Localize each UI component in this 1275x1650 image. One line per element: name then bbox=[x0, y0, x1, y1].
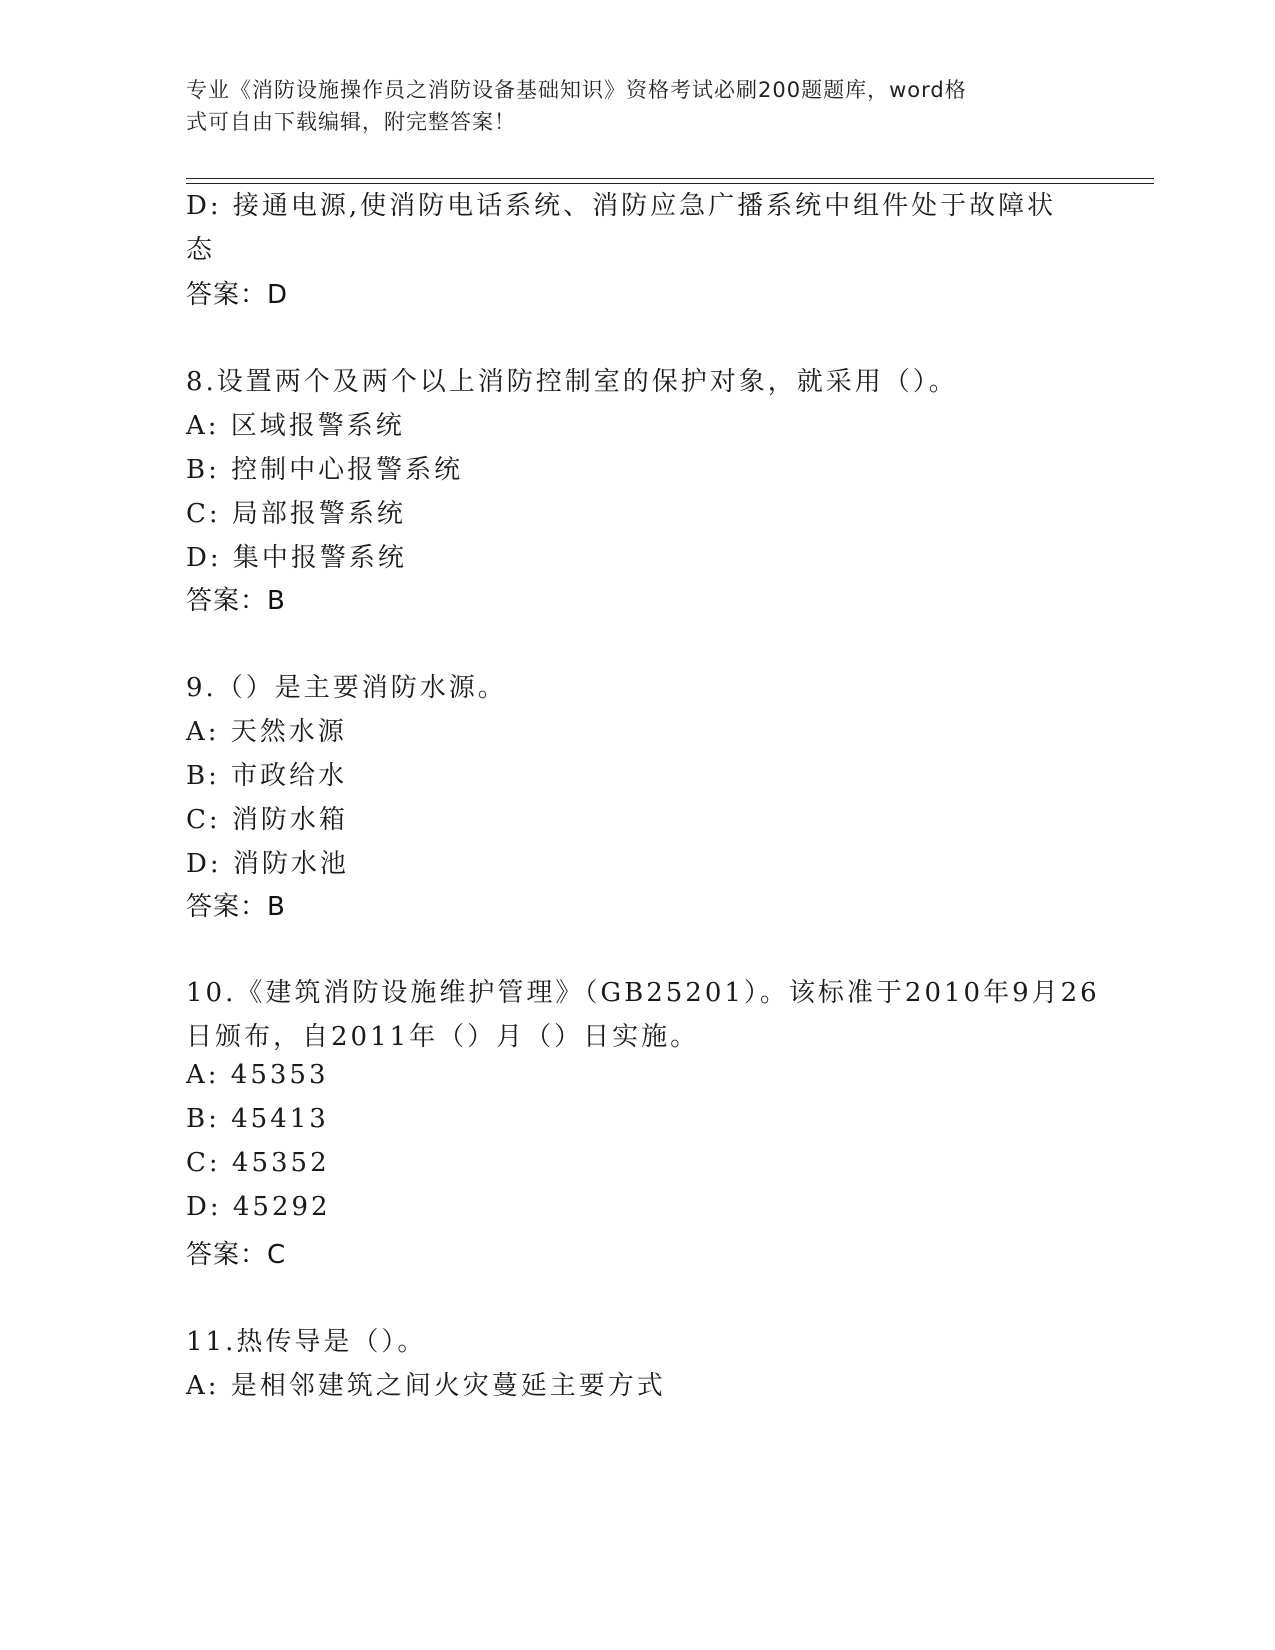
question-10-option-a: A: 45353 bbox=[186, 1060, 329, 1090]
question-9-option-b: B: 市政给水 bbox=[186, 761, 348, 791]
header-line-2: 式可自由下载编辑，附完整答案！ bbox=[186, 110, 516, 134]
header-divider-bottom bbox=[186, 183, 1154, 184]
question-8-stem: 8.设置两个及两个以上消防控制室的保护对象，就采用（）。 bbox=[186, 367, 958, 397]
header-divider-top bbox=[186, 178, 1154, 179]
question-9-stem: 9.（）是主要消防水源。 bbox=[186, 673, 507, 703]
continued-answer: 答案：D bbox=[186, 280, 289, 310]
question-11-stem: 11.热传导是（）。 bbox=[186, 1327, 427, 1357]
question-10-stem-line-1: 10.《建筑消防设施维护管理》（GB25201）。该标准于2010年9月26 bbox=[186, 978, 1100, 1008]
question-10-answer: 答案：C bbox=[186, 1240, 287, 1270]
question-10-option-c: C: 45352 bbox=[186, 1148, 330, 1178]
question-11-option-a: A: 是相邻建筑之间火灾蔓延主要方式 bbox=[186, 1371, 666, 1401]
header-line-1: 专业《消防设施操作员之消防设备基础知识》资格考试必刷200题题库，word格 bbox=[186, 78, 967, 102]
question-9-option-a: A: 天然水源 bbox=[186, 717, 347, 747]
question-8-option-c: C: 局部报警系统 bbox=[186, 499, 406, 529]
continued-option-d-line-2: 态 bbox=[186, 235, 216, 265]
question-10-option-b: B: 45413 bbox=[186, 1104, 329, 1134]
continued-option-d-line-1: D: 接通电源,使消防电话系统、消防应急广播系统中组件处于故障状 bbox=[186, 191, 1057, 221]
question-8-option-b: B: 控制中心报警系统 bbox=[186, 455, 464, 485]
question-9-option-c: C: 消防水箱 bbox=[186, 805, 348, 835]
question-10-stem-line-2: 日颁布，自2011年（）月（）日实施。 bbox=[186, 1022, 700, 1052]
question-8-answer: 答案：B bbox=[186, 586, 286, 616]
question-8-option-d: D: 集中报警系统 bbox=[186, 543, 407, 573]
question-10-option-d: D: 45292 bbox=[186, 1192, 331, 1222]
question-9-answer: 答案：B bbox=[186, 892, 286, 922]
question-8-option-a: A: 区域报警系统 bbox=[186, 411, 405, 441]
document-header bbox=[186, 74, 1066, 138]
question-9-option-d: D: 消防水池 bbox=[186, 849, 349, 879]
